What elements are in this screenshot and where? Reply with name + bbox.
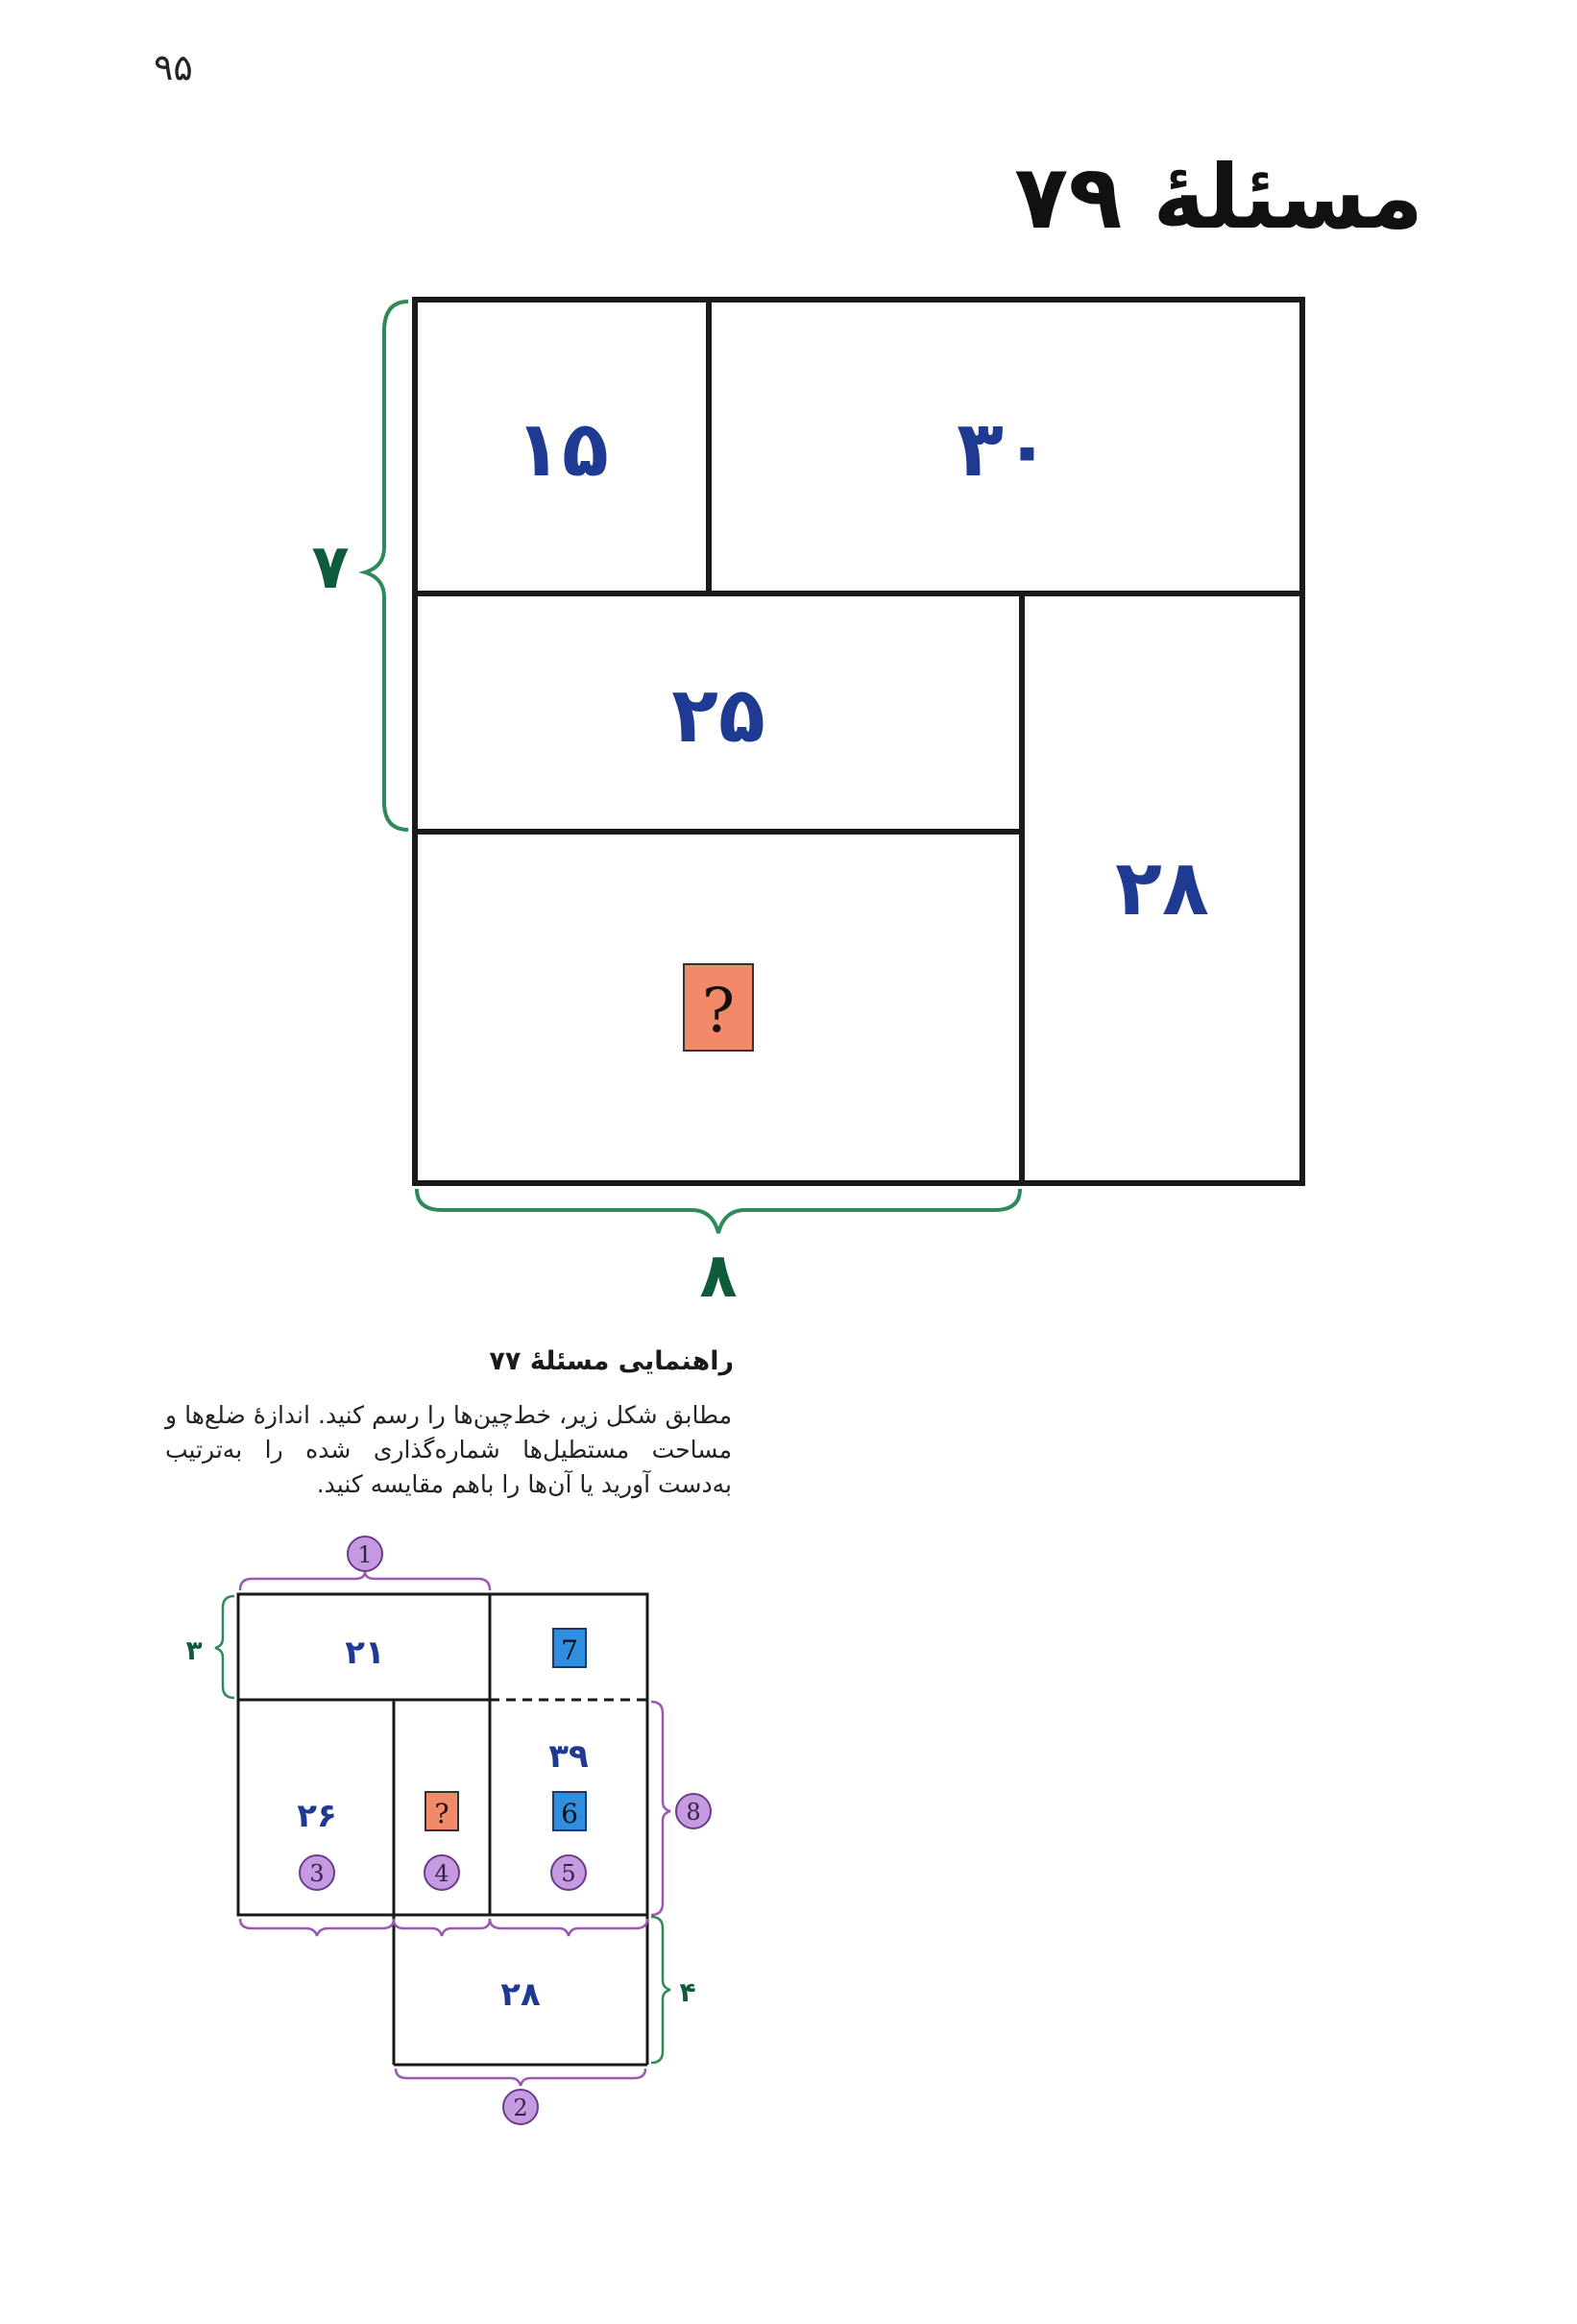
hint-blue-square-top [553, 1629, 586, 1667]
hint-heading: راهنمایی مسئلهٔ ۷۷ [489, 1346, 734, 1376]
hint-cell-left-mid: ۲۶ [297, 1797, 337, 1835]
question-mark: ? [701, 976, 736, 1047]
hint-question-square [425, 1792, 458, 1830]
hint-circle-3 [300, 1855, 334, 1890]
svg-text:?: ? [434, 1798, 449, 1829]
hint-body: مطابق شکل زیر، خط‌چین‌ها را رسم کنید. اندازهٔ ضلع‌ها و مساحت مستطیل‌ها شماره‌گذاری شده را به‌ترتیب به‌دست آورید یا آن‌ها را باهم مقایسه کنید. [165, 1401, 732, 1498]
cell-middle-value: ۲۵ [671, 670, 765, 760]
hint-circle-5 [551, 1855, 586, 1890]
svg-text:7: 7 [561, 1634, 578, 1666]
svg-text:8: 8 [686, 1799, 701, 1826]
svg-text:5: 5 [561, 1860, 576, 1887]
bottom-brace [417, 1189, 1020, 1233]
cell-right-tall-value: ۲۸ [1115, 843, 1209, 932]
hint-circle-8 [676, 1794, 711, 1828]
hint-cell-mid-right: ۳۹ [548, 1737, 589, 1776]
hint-cell-top-left: ۲۱ [345, 1634, 385, 1672]
cell-top-right-value: ۳۰ [957, 404, 1051, 494]
svg-text:1: 1 [357, 1541, 373, 1568]
hint-circle-1 [348, 1537, 382, 1571]
left-brace [365, 302, 408, 830]
problem-title: مسئلهٔ ۷۹ [1014, 146, 1423, 249]
left-dimension-label: ۷ [311, 532, 350, 603]
hint-cell-bottom: ۲۸ [500, 1975, 541, 2014]
hint-left-dimension: ۳ [185, 1634, 203, 1666]
hint-circle-2 [503, 2090, 538, 2124]
hint-blue-square-mid [553, 1792, 586, 1830]
svg-text:4: 4 [434, 1860, 449, 1887]
hint-circle-4 [425, 1855, 459, 1890]
svg-text:6: 6 [561, 1798, 578, 1829]
question-box [684, 964, 753, 1051]
cell-top-left-value: ۱۵ [515, 404, 609, 494]
hint-right-dimension: ۴ [679, 1976, 696, 2008]
bottom-dimension-label: ۸ [699, 1241, 738, 1312]
svg-text:3: 3 [309, 1860, 325, 1887]
svg-text:2: 2 [513, 2094, 528, 2121]
page-number: ۹۵ [154, 46, 193, 88]
